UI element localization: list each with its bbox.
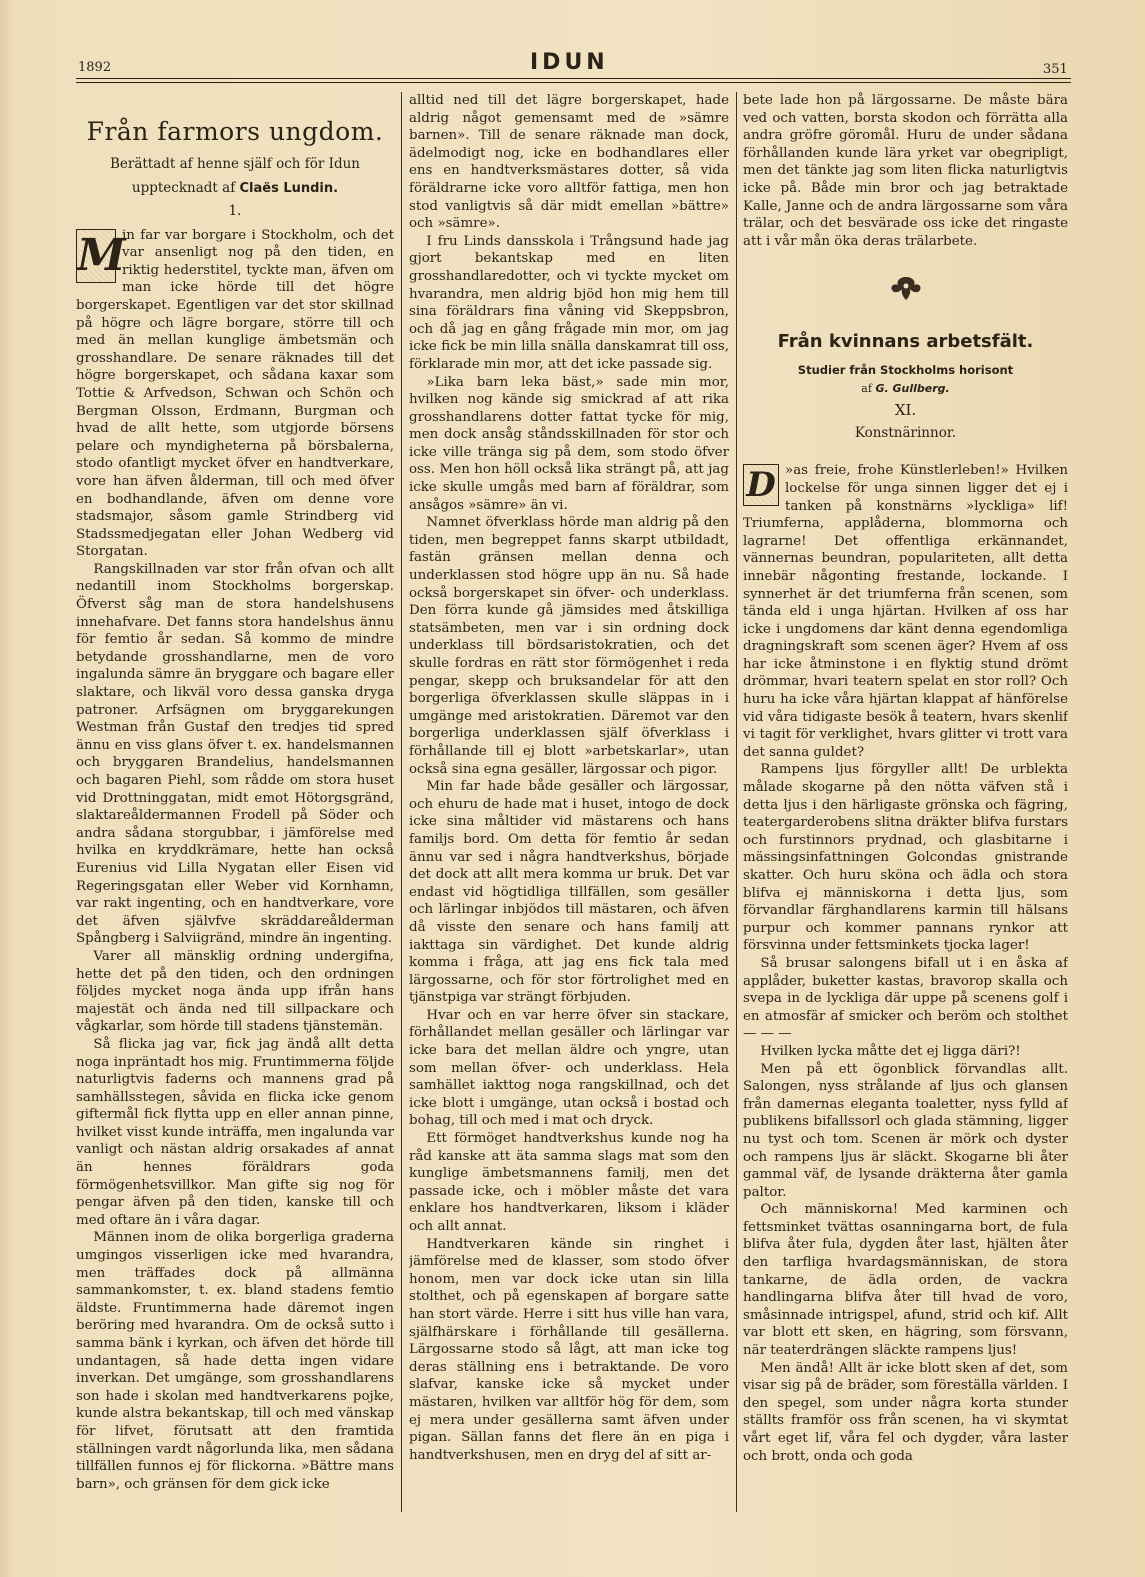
article2-title: Från kvinnans arbetsfält.: [777, 331, 1034, 353]
paragraph: Min far hade både gesäller och lärgossar, och ehuru de hade mat i huset, intogo de dock icke sina måltider vid mästarens och hans familjs bord. Om detta för femtio år sedan ännu var sed i några handtverkshus, började det dock att allt mera komma ur bruk. Det var endast vid högtidliga tillfällen, som gesäller och lärlingar inbjödos till mästaren, och äfven då visste den senare och hans familj att iakttaga sin värdighet. Det kunde aldrig komma i fråga, att jag ens fick tala med lärgossarne, och för stor förtrolighet med en tjänstpiga var strängt förbjuden.: [409, 779, 729, 1006]
paragraph: Så flicka jag var, fick jag ändå allt detta noga inpräntadt hos mig. Fruntimmerna följde naturligtvis faderns och mannens grad på samhällsstegen, såvida en flicka icke genom giftermål fick flytta upp en eller annan pinne, hvilket visst kunde inträffa, men ingalunda var vanligt och nästan aldrig orsakades af annat än hennes föräldrars goda förmögenhetsvillkor. Man gifte sig nog för pengar äfven på den tiden, kanske till och med oftare än i våra dagar.: [76, 1036, 394, 1228]
header-rule-top: [76, 78, 1071, 79]
column-divider-1: [401, 92, 402, 1512]
article2-byline-prefix: af: [861, 382, 872, 396]
header-rule-bottom: [76, 82, 1071, 83]
paragraph: Hvilken lycka måtte det ej ligga däri?!: [760, 1043, 1021, 1059]
article2-author: G. Gullberg.: [875, 382, 950, 396]
column-3: [743, 92, 1068, 1537]
column-1: [76, 92, 394, 1537]
paragraph: Men ändå! Allt är icke blott sken af det, som visar sig på de bräder, som föreställa världen. I den spegel, som under några korta stunder ställts framför oss från scenen, ha vi skymtat vårt eget lif, våra fel och dygder, våra laster och brott, onda och goda: [743, 1360, 1068, 1464]
article1-recorded-label: upptecknadt af: [131, 180, 236, 196]
ornament-icon: [743, 274, 1068, 310]
article1-author: Claës Lundin.: [239, 181, 339, 196]
paragraph: Rampens ljus förgyller allt! De urblekta målade skogarne på den nötta väfven stå i detta ljus i den härligaste grönska och fägring, teatergarderobens slitna dräkter blifva furstars och furstinnors prydnad, och glasbitarne i mässingsinfattningen Golcondas gnistrande skatter. Och huru sköna och ädla och stora blifva ej människorna i detta ljus, som förvandlar färghandlarens karmin till hälsans purpur och kommer pannans rynkor att försvinna under fettsminkets tjocka lager!: [743, 762, 1068, 954]
paragraph: bete lade hon på lärgossarne. De måste bära ved och vatten, borsta skodon och förrätta alla andra gröfre göromål. Huru de under sådana förhållanden kunde lära yrket var obegripligt, men det tänkte jag som liten flicka naturligtvis icke på. Både min bror och jag betraktade Kalle, Janne och de andra lärgossarne som våra trälar, och det besvärade oss icke det ringaste att i vår mån öka deras trälarbete.: [743, 93, 1068, 249]
paragraph: Och människorna! Med karminen och fettsminket tvättas osanningarna bort, de fula blifva åter fula, dygden åter last, hjälten åter den tarfliga hvardagsmänniskan, de stora tankarne, de ädla orden, de vackra handlingarna blifva åter till hvad de voro, småsinnade intrigspel, afund, strid och kif. Allt var blott ett sken, en hägring, som försvann, när teaterdrängen släckte rampens ljus!: [743, 1202, 1068, 1359]
article2-section-title: Konstnärinnor.: [854, 425, 957, 442]
article1-byline: [76, 176, 394, 201]
header-year: 1892: [78, 60, 112, 75]
paragraph: Männen inom de olika borgerliga graderna umgingos visserligen icke med hvarandra, men träffades dock på allmänna sammankomster, t. ex. bland stadens femtio äldste. Fruntimmerna hade däremot ingen beröring med hvarandra. Om de också sutto i samma bänk i kyrkan, och äfven det hörde till undantagen, så hade detta ingen vidare inverkan. Det umgänge, som grosshandlarens son hade i skolan med handtverkarens pojke, kunde alstra bekantskap, till och med vänskap för lifvet, förutsatt att den framtida ställningen vardt någorlunda lika, men sådana tillfällen funnos ej för flickorna. »Bättre mans barn», och gränsen för dem gick icke: [76, 1230, 394, 1492]
column-divider-2: [736, 92, 737, 1512]
dropcap-m: M: [77, 229, 126, 281]
paragraph: Namnet öfverklass hörde man aldrig på den tiden, men begreppet fanns skarpt utbildadt, fastän gränsen mellan denna och underklassen stod högre upp än nu. Så hade också borgerskapet sin öfver- och underklass. Den förra kunde gå jämsides med åtskilliga statsämbeten, men var i sin ordning dock underklass till bördsaristokratien, och det skulle fordras en rätt stor förmögenhet i reda pengar, skepp och bruksandelar för att den borgerliga öfverklassen skulle släppas in i umgänge med aristokratien. Däremot var den borgerliga underklassen själf öfverklass i förhållande till ej blott »arbetskarlar», utan också sina egna gesäller, lärgossar och pigor.: [409, 515, 729, 777]
paragraph: Ett förmöget handtverkshus kunde nog ha råd kanske att äta samma slags mat som den kunglige ämbetsmannens familj, men det passade icke, och i möbler måste det vara enklare hos handtverkaren, liksom i kläder och allt annat.: [409, 1131, 729, 1234]
paragraph: Varer all mänsklig ordning undergifna, hette det på den tiden, och den ordningen följdes mycket noga ända upp ifrån hans majestät och ända ned till sillpackare och vågkarlar, som hörde till stadens tjänstemän.: [76, 948, 394, 1035]
paragraph: »Lika barn leka bäst,» sade min mor, hvilken nog kände sig smickrad af att rika grosshandlarens dotter fattat tycke för mig, men dock ansåg ståndsskillnaden för stor och icke ville tränga sig på dem, som stodo öfver oss. Men hon höll också lika strängt på, att jag icke skulle umgås med barn af föräldrar, som ansågos »sämre» än vi.: [409, 374, 729, 513]
article2-number: XI.: [894, 401, 917, 420]
paragraph: in far var borgare i Stockholm, och det var ansenligt nog på den tiden, en riktig hederstitel, tyckte man, äfven om man icke hörde till det högre borgerskapet. Egentligen var det stor skillnad på högre och lägre borgare, större till och med än mellan kunglige ämbetsmän och grosshandlare. De senare räknades till det högre borgerskapet, och sådana kaxar som Tottie & Arfvedson, Schwan och Schön och Bergman Olsson, Erdmann, Burgman och hvad de allt hette, som utgjorde börsens pelare och myndigheterna på börsbalerna, stodo ofantligt mycket öfver en handtverkare, vore han äfven ålderman, till och med öfver en bodhandlande, äfven om denne vore stadsmajor, såsom gamle Strindberg vid Stadssmedjegatan eller Johan Wedberg vid Storgatan.: [76, 227, 394, 560]
column-2: [409, 92, 729, 1537]
article2-byline: [743, 380, 1068, 398]
paragraph: Men på ett ögonblick förvandlas allt. Salongen, nyss strålande af ljus och glansen från damernas eleganta toaletter, nyss fylld af publikens bifallssorl och glada stämning, ligger nu tyst och tom. Scenen är mörk och dyster och rampens ljus är släckt. Skogarne bli åter gammal väf, de lysande dräkterna åter gamla paltor.: [743, 1061, 1068, 1200]
article2-subtitle: Studier från Stockholms horisont: [797, 363, 1014, 378]
dropcap-d: D: [743, 464, 779, 506]
article1-title: Från farmors ungdom.: [86, 117, 384, 146]
masthead-title: IDUN: [530, 50, 609, 75]
paragraph: alltid ned till det lägre borgerskapet, hade aldrig något gemensamt med de »sämre barnen». Till de senare räknade man dock, ädelmodigt nog, icke en bodhandlares eller ens en handtverksmästares dotter, så vida föräldrarne icke voro alltför fattiga, men hon stod vanligtvis så där midt emellan »bättre» och »sämre».: [409, 93, 729, 232]
paragraph: Hvar och en var herre öfver sin stackare, förhållandet mellan gesäller och lärlingar var icke bara det mellan äldre och yngre, utan som mellan öfver- och underklass. Hela samhället iakttog noga rangskillnad, och det icke blott i umgänge, utan också i bostad och bohag, till och med i mat och dryck.: [409, 1007, 729, 1129]
paragraph: I fru Linds dansskola i Trångsund hade jag gjort bekantskap med en liten grosshandlaredotter, och vi tyckte mycket om hvarandra, men aldrig bjöd hon mig hem till sina föräldrars fina våning vid Skeppsbron, och då jag en gång frågade min mor, om jag icke fick be min lilla snälla danskamrat till oss, förklarade min mor, att det icke passade sig.: [409, 233, 729, 372]
paragraph: Så brusar salongens bifall ut i en åska af applåder, buketter kastas, bravorop skalla och svepa in de lyckliga där uppe på scenens golf i en atmosfär af smicker och beröm och stolthet — — —: [743, 955, 1068, 1042]
paragraph: Handtverkaren kände sin ringhet i jämförelse med de klasser, som stodo öfver honom, men var dock icke utan sin lilla stolthet, och på egenskapen af borgare satte han stort värde. Herre i sitt hus ville han vara, själfhärskare i förhållande till gesällerna. Lärgossarne stodo så lågt, att man icke tog deras ställning ens i betraktande. De voro slafvar, kanske icke så mycket under mästaren, hvilken var alltför hög för dem, som ej mera under gesällerna samt äfven under pigan. Sällan fanns det flere än en piga i handtverkshusen, men en dryg del af sitt ar-: [409, 1236, 729, 1463]
article1-subtitle: Berättadt af henne själf och för Idun: [109, 156, 361, 172]
paragraph: Rangskillnaden var stor från ofvan och allt nedantill inom Stockholms borgerskap. Öfverst såg man de stora handelshusens innehafvare. Det fanns stora handelshus ännu för femtio år sedan. Så kommo de mindre betydande grosshandlarne, men de voro ingalunda sämre än bryggare och bagare eller slaktare, och likväl voro dessa ganska dryga patroner. Arfsägnen om bryggarekungen Westman från Gustaf den tredjes tid spred ännu en viss glans öfver t. ex. handelsmannen och bryggaren Brandelius, handelsmannen och bagaren Piehl, som rådde om stora huset vid Drottninggatan, midt emot Hötorgsgränd, slaktareåldermannen Frodell på Söder och andra sådana storgubbar, i jämförelse med hvilka en kryddkrämare, hette han också Eurenius vid Lilla Nygatan eller Eisen vid Regeringsgatan eller Weber vid Kornhamn, var rakt ingenting, och en handtverkare, vore det äfven självfve skräddareålderman Spångberg i Salviigränd, mindre än ingenting.: [76, 561, 394, 947]
article1-number: 1.: [228, 203, 242, 219]
page-number: 351: [1043, 62, 1068, 77]
paragraph: »as freie, frohe Künstlerleben!» Hvilken lockelse för unga sinnen ligger det ej i tanken på konstnärns »lyckliga» lif! Triumferna, applåderna, blommorna och lagrarne! Det offentliga erkännandet, vännernas beundran, populariteten, allt detta innebär någonting frestande, lockande. I synnerhet är det triumferna från scenen, som tända eld i unga hjärtan. Hvilken af oss har icke i ungdomens dar känt denna egendomliga dragningskraft som scenen äger? Hvem af oss har icke åtminstone i en flyktig stund drömt drömmar, hvari teatern spelat en stor roll? Och huru ha icke våra hjärtan klappat af hänförelse vid våra tidigaste besök å teatern, hvars skenlif vi tagit för verklighet, hvars glitter vi trott vara det sanna guldet?: [743, 463, 1068, 760]
